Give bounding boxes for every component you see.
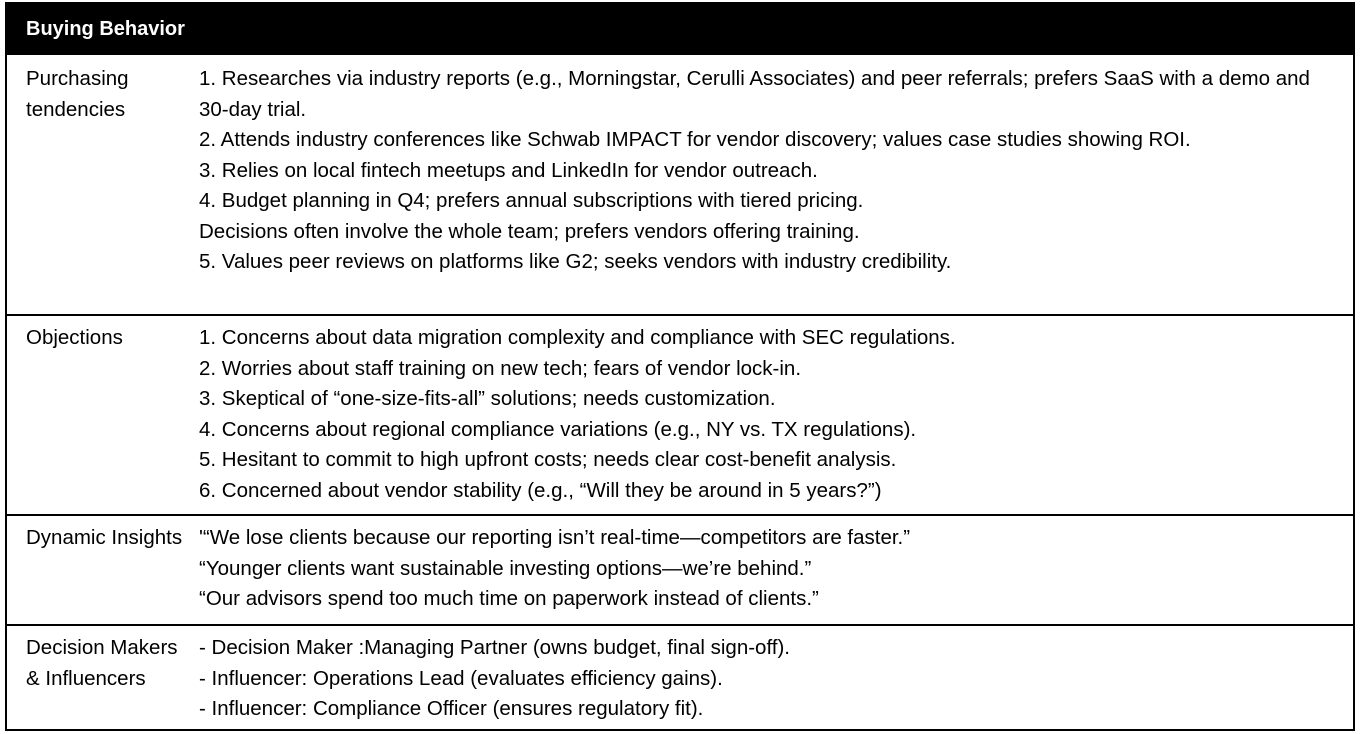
list-item: - Influencer: Compliance Officer (ensures regulatory fit). (199, 697, 704, 720)
list-item: 1. Concerns about data migration complexity and compliance with SEC regulations. (199, 326, 956, 349)
quote-item: “Younger clients want sustainable investing options—we’re behind.” (199, 556, 812, 580)
list-item: 5. Values peer reviews on platforms like G2; seeks vendors with industry credibility. (199, 250, 952, 273)
quote-item: '“We lose clients because our reporting isn’t real-time—competitors are faster.” (199, 526, 911, 549)
table-header (7, 4, 1353, 55)
table-title: Buying Behavior (26, 18, 185, 40)
list-item: 3. Relies on local fintech meetups and LinkedIn for vendor outreach. (199, 158, 818, 182)
table-row-dynamic-insights (7, 514, 1353, 626)
row-label: Objections (26, 326, 123, 349)
list-item: 6. Concerned about vendor stability (e.g., “Will they be around in 5 years?”) (199, 478, 882, 502)
quote-item: “Our advisors spend too much time on paperwork instead of clients.” (199, 587, 819, 610)
list-item: 4. Concerns about regional compliance variations (e.g., NY vs. TX regulations). (199, 417, 917, 441)
row-content (199, 633, 1339, 725)
row-label: Purchasing tendencies (26, 67, 129, 121)
list-item: 2. Attends industry conferences like Schwab IMPACT for vendor discovery; values case studies showing ROI. (199, 128, 1191, 151)
row-content (199, 64, 1339, 278)
list-item: 4. Budget planning in Q4; prefers annual subscriptions with tiered pricing. (199, 189, 864, 212)
list-item: 5. Hesitant to commit to high upfront costs; needs clear cost-benefit analysis. (199, 448, 897, 471)
list-item: - Influencer: Operations Lead (evaluates efficiency gains). (199, 666, 723, 690)
buying-behavior-table (5, 2, 1355, 731)
row-label: Dynamic Insights (26, 526, 183, 549)
row-content (199, 523, 1339, 615)
table-row-objections (7, 314, 1353, 516)
list-item: Decisions often involve the whole team; prefers vendors offering training. (199, 219, 860, 243)
table-row-purchasing-tendencies (7, 55, 1353, 316)
row-content (199, 323, 1339, 506)
list-item: 1. Researches via industry reports (e.g., Morningstar, Cerulli Associates) and peer referrals; prefers SaaS with a demo and 30-day trial. (199, 67, 1310, 121)
row-label: Decision Makers & Influencers (26, 636, 178, 690)
list-item: 3. Skeptical of “one-size-fits-all” solutions; needs customization. (199, 387, 776, 410)
table-row-decision-makers (7, 624, 1353, 729)
list-item: 2. Worries about staff training on new tech; fears of vendor lock-in. (199, 356, 802, 380)
list-item: - Decision Maker :Managing Partner (owns budget, final sign-off). (199, 636, 790, 659)
